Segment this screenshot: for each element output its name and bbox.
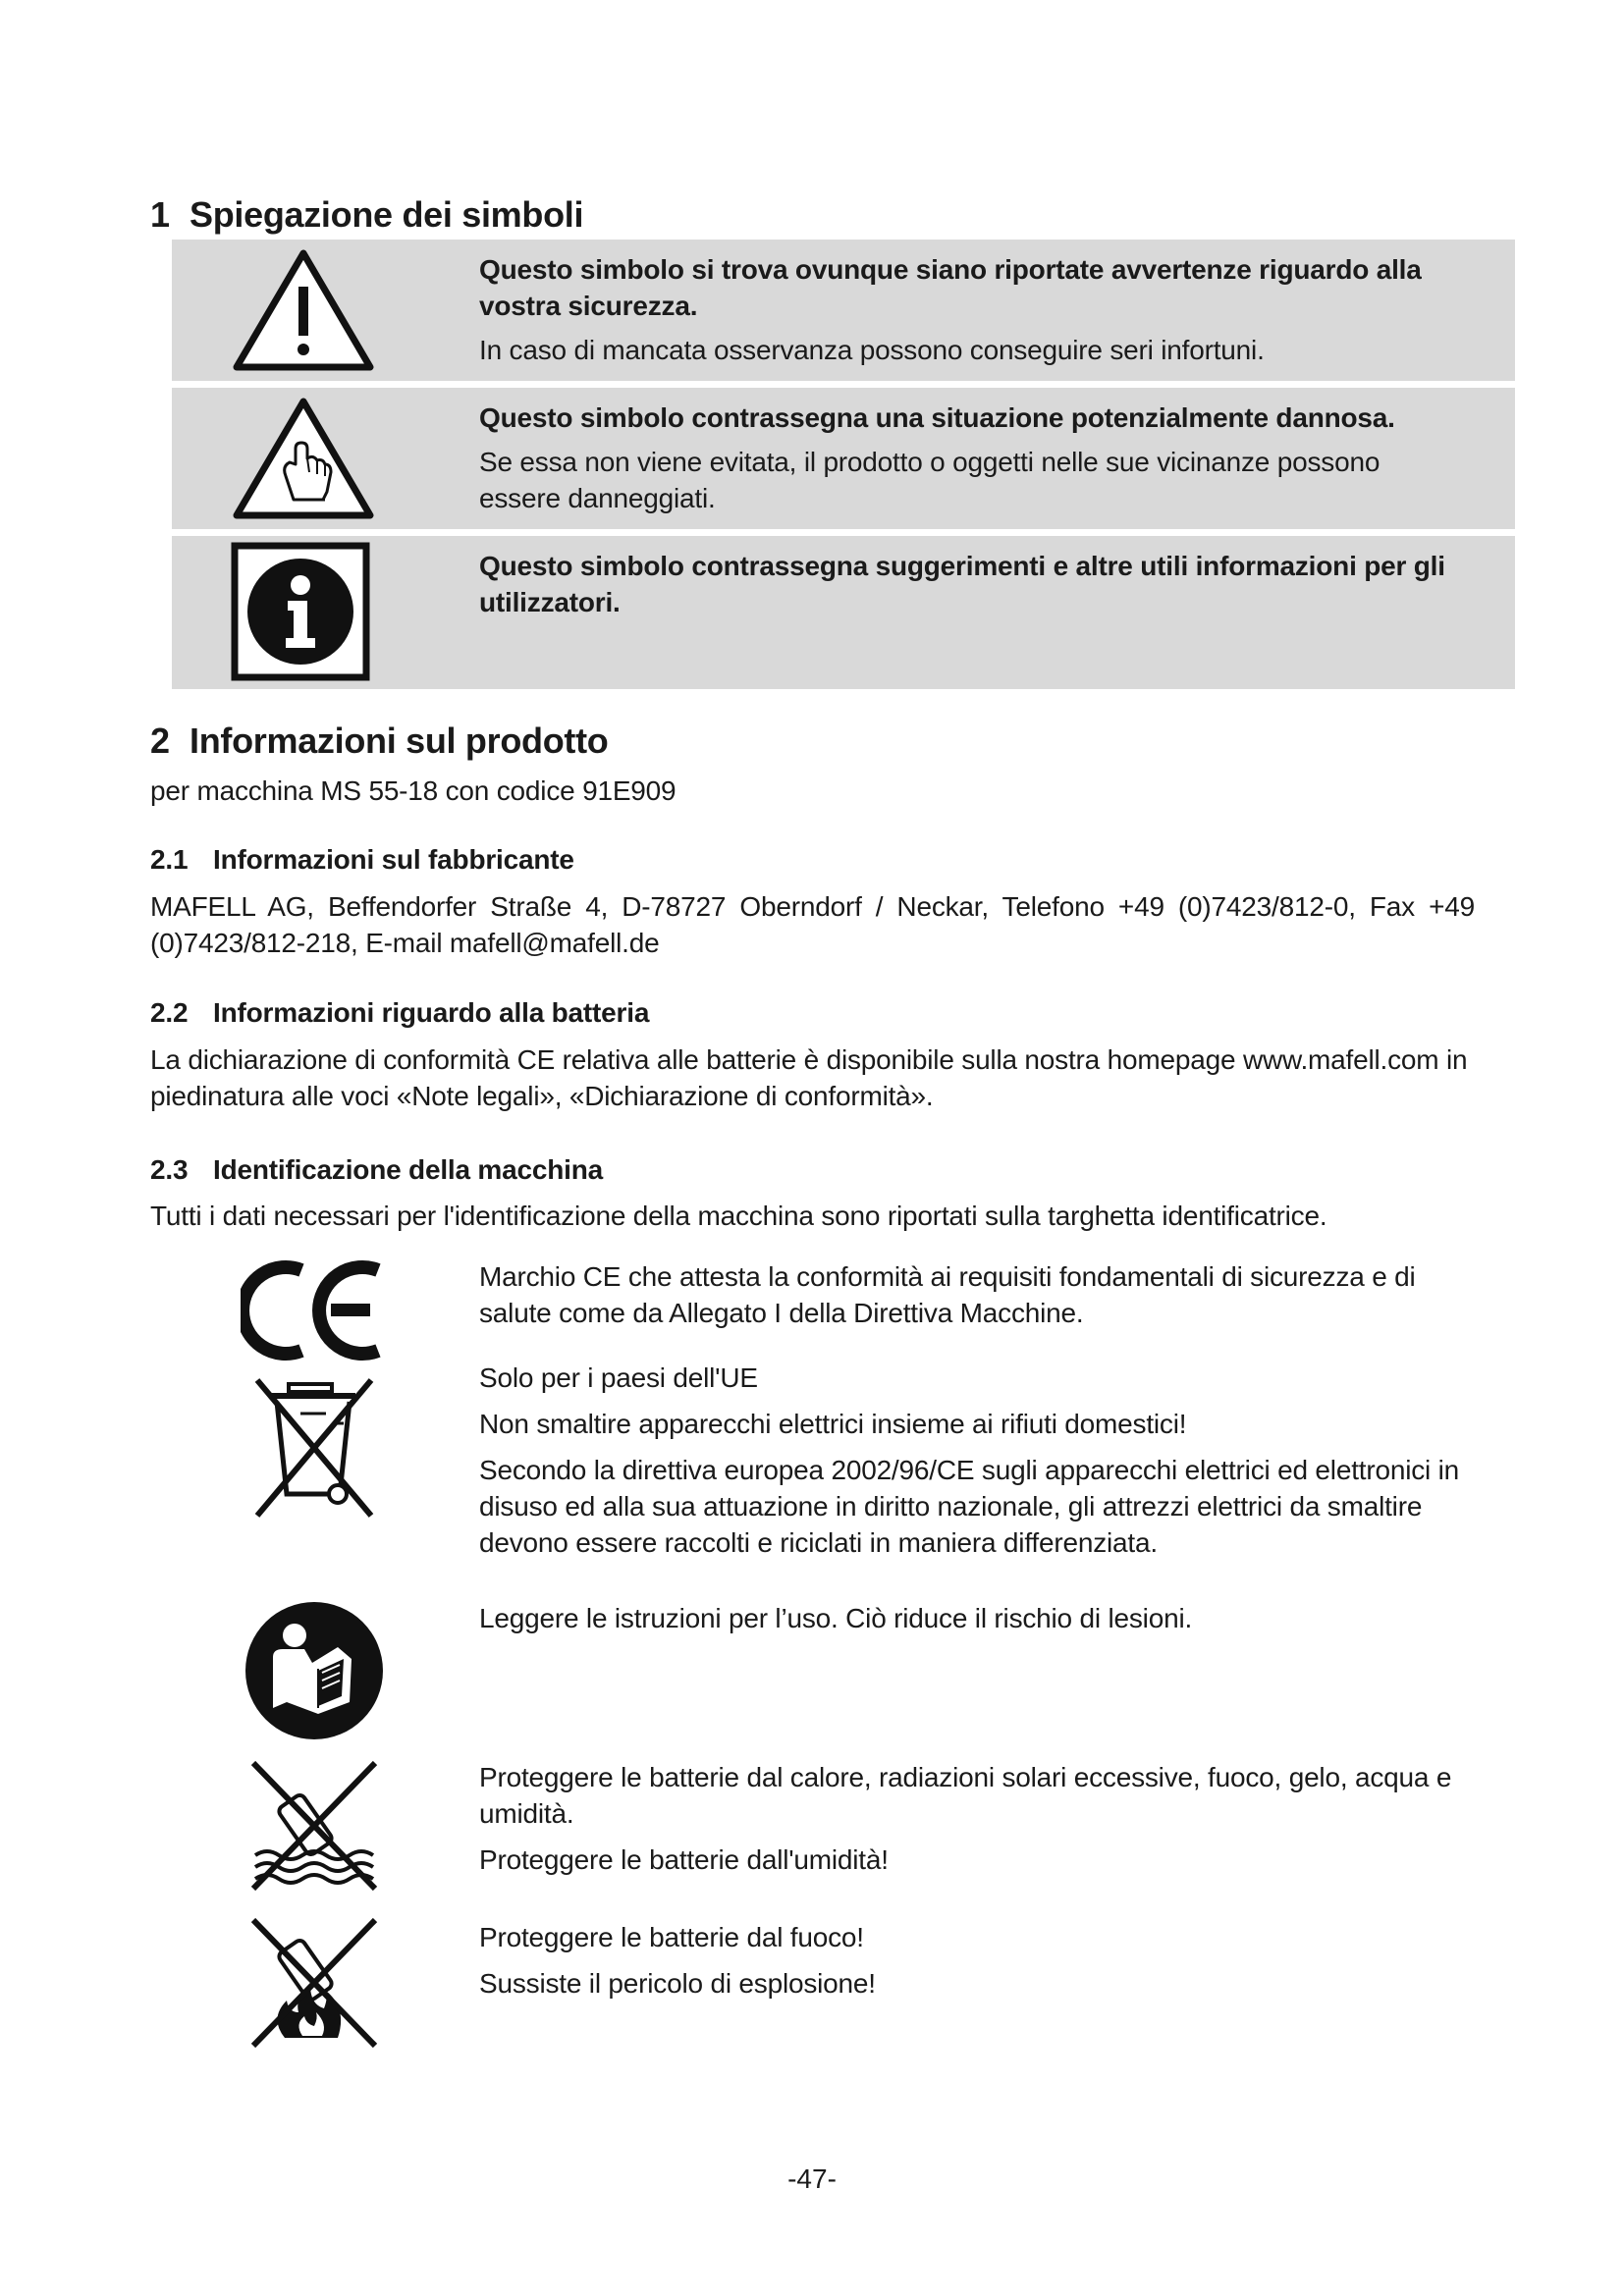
id-symbol-text: Solo per i paesi dell'UE [479,1362,758,1393]
subsection-2-2-heading [150,997,649,1029]
no-fire-battery-icon [245,1914,383,2056]
subsection-title: Informazioni riguardo alla batteria [213,997,650,1028]
ce-mark-description [479,1258,1490,1331]
fire-protection-description [479,1919,1490,2002]
subsection-title: Informazioni sul fabbricante [213,844,574,875]
section-2-heading [150,721,608,762]
symbol-text: In caso di mancata osservanza possono conseguire seri infortuni. [479,335,1265,365]
symbol-bold-text: Questo simbolo contrassegna suggerimenti e altre utili informazioni per gli utilizzatori. [479,551,1445,617]
symbol-row-info [172,536,1515,689]
symbol-text: Se essa non viene evitata, il prodotto o oggetti nelle sue vicinanze possono essere danneggiati. [479,447,1380,513]
subsection-number: 2.3 [150,1154,189,1185]
id-symbol-text: Leggere le istruzioni per l’uso. Ciò riduce il rischio di lesioni. [479,1603,1193,1633]
manufacturer-info: MAFELL AG, Beffendorfer Straße 4, D-78727 Oberndorf / Neckar, Telefono +49 (0)7423/812-0, Fax +49 (0)7423/812-218, E-mail mafell@mafell.de [150,891,1475,958]
section-number: 2 [150,721,170,761]
id-symbol-text: Sussiste il pericolo di esplosione! [479,1968,876,1999]
id-symbol-text: Non smaltire apparecchi elettrici insieme ai rifiuti domestici! [479,1409,1187,1439]
id-symbol-text: Proteggere le batterie dal fuoco! [479,1922,864,1952]
id-symbol-text: Proteggere le batterie dall'umidità! [479,1844,889,1875]
crossed-bin-icon [245,1374,383,1526]
subsection-2-1-heading [150,844,574,876]
heat-protection-description [479,1759,1490,1878]
section-number: 1 [150,194,170,235]
product-intro: per macchina MS 55-18 con codice 91E909 [150,775,677,806]
id-symbol-text: Secondo la direttiva europea 2002/96/CE sugli apparecchi elettrici ed elettronici in disuso ed alla sua attuazione in diritto nazionale, gli attrezzi elettrici da smaltire devono essere raccolti e riciclati in maniera differenziata. [479,1455,1460,1558]
ce-mark-icon [241,1256,388,1369]
section-title: Informazioni sul prodotto [189,721,609,761]
warning-triangle-icon [231,245,376,380]
symbol-bold-text: Questo simbolo contrassegna una situazione potenzialmente dannosa. [479,402,1395,433]
symbol-row-warning [172,240,1515,381]
subsection-title: Identificazione della macchina [213,1154,604,1185]
read-manual-icon [244,1600,385,1746]
battery-info: La dichiarazione di conformità CE relativa alle batterie è disponibile sulla nostra homepage www.mafell.com in piedinatura alle voci «Note legali», «Dichiarazione di conformità». [150,1044,1468,1111]
id-symbol-text: Marchio CE che attesta la conformità ai requisiti fondamentali di sicurezza e di salute come da Allegato I della Direttiva Macchine. [479,1261,1416,1328]
section-title: Spiegazione dei simboli [189,194,584,235]
subsection-2-3-heading [150,1154,603,1186]
symbol-bold-text: Questo simbolo si trova ovunque siano riportate avvertenze riguardo alla vostra sicurezza. [479,254,1422,321]
weee-description [479,1360,1490,1561]
subsection-number: 2.2 [150,997,189,1028]
symbol-description [479,400,1456,516]
symbol-row-damage [172,388,1515,529]
symbol-description [479,251,1456,368]
symbol-description [479,548,1456,620]
section-1-heading [150,194,583,236]
read-manual-description [479,1600,1490,1636]
page-number: -47- [787,2163,837,2194]
info-icon [231,542,370,686]
subsection-number: 2.1 [150,844,189,875]
hand-triangle-icon [231,394,376,528]
id-symbol-text: Proteggere le batterie dal calore, radiazioni solari eccessive, fuoco, gelo, acqua e umidità. [479,1762,1452,1829]
machine-identification-info: Tutti i dati necessari per l'identificazione della macchina sono riportati sulla targhetta identificatrice. [150,1201,1327,1231]
no-water-battery-icon [245,1757,383,1899]
